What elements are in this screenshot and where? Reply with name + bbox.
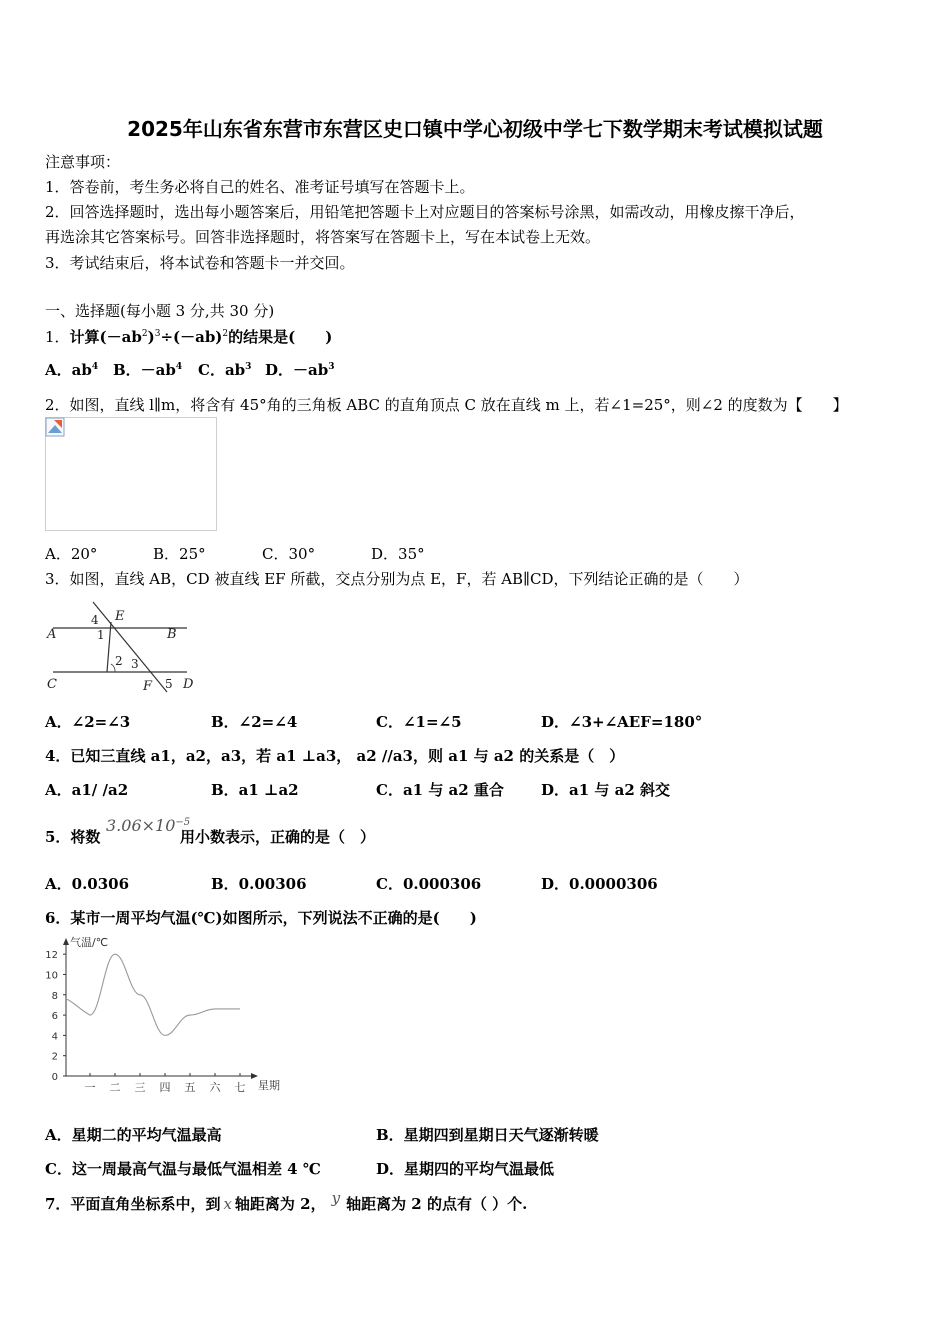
- question-6: 6．某市一周平均气温(℃)如图所示，下列说法不正确的是( ): [45, 909, 477, 927]
- q6-option-b: B．星期四到星期日天气逐渐转暖: [376, 1126, 599, 1144]
- chart-xlabel: 星期: [258, 1079, 280, 1092]
- q2-option-d: D．35°: [371, 545, 425, 563]
- q5-option-d: D．0.0000306: [541, 875, 658, 893]
- notice-item: 2．回答选择题时，选出每小题答案后，用铅笔把答题卡上对应题目的答案标号涂黑，如需改动，用橡皮擦干净后，: [45, 203, 805, 221]
- question-4: 4．已知三直线 a1，a2，a3，若 a1 ⊥a3， a2 //a3，则 a1 与 a2 的关系是（ ）: [45, 747, 625, 765]
- q6-option-c: C．这一周最高气温与最低气温相差 4 ℃: [45, 1160, 321, 1178]
- label-d: D: [183, 677, 194, 692]
- q4-option-a: A．a1/ /a2: [45, 781, 129, 799]
- x-tick-label: 六: [209, 1081, 221, 1094]
- x-tick-label: 七: [234, 1081, 246, 1094]
- q5-option-a: A．0.0306: [45, 875, 130, 893]
- q5-math: $3.06\times 10^{-5}$: [106, 816, 191, 835]
- q3-option-c: C．∠1=∠5: [376, 713, 462, 731]
- q3-option-d: D．∠3+∠AEF=180°: [541, 713, 703, 731]
- q4-option-d: D．a1 与 a2 斜交: [541, 781, 670, 799]
- temperature-line-chart: [40, 932, 300, 1097]
- y-tick-label: 10: [45, 970, 58, 982]
- y-tick-label: 12: [45, 950, 58, 962]
- notice-heading: 注意事项：: [45, 153, 121, 171]
- x-tick-label: 三: [134, 1081, 146, 1094]
- label-e: E: [115, 609, 125, 624]
- temperature-series-line: [66, 954, 240, 1035]
- y-tick-label: 6: [51, 1011, 58, 1023]
- y-tick-label: 0: [51, 1072, 58, 1083]
- q1-option-c: C．$ab^3$: [198, 361, 252, 379]
- x-axis-arrow: [251, 1073, 258, 1079]
- angle-1: 1: [97, 628, 105, 642]
- q4-option-b: B．a1 ⊥a2: [211, 781, 299, 799]
- broken-image-icon: [45, 417, 67, 439]
- angle-5: 5: [165, 677, 173, 691]
- page-title: 2025年山东省东营市东营区史口镇中学心初级中学七下数学期末考试模拟试题: [127, 117, 823, 141]
- q2-option-a: A．20°: [45, 545, 98, 563]
- label-b: B: [167, 627, 177, 642]
- q5-option-b: B．0.00306: [211, 875, 307, 893]
- question-5-pre: 5．将数: [45, 828, 101, 846]
- q3-parallel-lines-figure: [45, 600, 195, 695]
- notice-item: 1．答卷前，考生务必将自己的姓名、准考证号填写在答题卡上。: [45, 178, 475, 196]
- question-1: 1．计算$(-ab^2)^3\div(-ab)^2$的结果是( ): [45, 328, 333, 346]
- x-tick-label: 二: [109, 1081, 121, 1094]
- angle-3: 3: [131, 657, 139, 671]
- q1-option-b: B．$-ab^4$: [113, 361, 183, 379]
- q1-option-d: D．$-ab^3$: [265, 361, 335, 379]
- chart-ylabel: 气温/℃: [70, 936, 109, 949]
- notice-item: 再选涂其它答案标号。回答非选择题时，将答案写在答题卡上，写在本试卷上无效。: [45, 228, 601, 246]
- y-tick-label: 4: [51, 1031, 58, 1043]
- q3-option-b: B．∠2=∠4: [211, 713, 298, 731]
- label-a: A: [47, 627, 57, 642]
- x-tick-label: 五: [184, 1081, 196, 1094]
- q3-option-a: A．∠2=∠3: [45, 713, 131, 731]
- question-2: 2．如图，直线 l∥m，将含有 45°角的三角板 ABC 的直角顶点 C 放在直线 m 上，若∠1=25°，则∠2 的度数为【 】: [45, 396, 848, 414]
- question-3: 3．如图，直线 AB，CD 被直线 EF 所截，交点分别为点 E，F，若 AB∥CD，下列结论正确的是（ ）: [45, 570, 749, 588]
- label-c: C: [47, 677, 57, 692]
- y-tick-label: 8: [51, 990, 58, 1002]
- label-f: F: [143, 679, 153, 694]
- y-axis-arrow: [63, 938, 69, 945]
- question-7: 7．平面直角坐标系中，到 x 轴距离为 2， y 轴距离为 2 的点有（ ）个.: [45, 1189, 528, 1213]
- question-5-post: 用小数表示，正确的是（ ）: [180, 828, 376, 846]
- x-tick-label: 四: [159, 1081, 171, 1094]
- section-heading: 一、选择题(每小题 3 分,共 30 分): [45, 302, 275, 320]
- angle-2: 2: [115, 654, 123, 668]
- y-tick-label: 2: [51, 1051, 58, 1063]
- x-tick-label: 一: [84, 1081, 96, 1094]
- q6-option-d: D．星期四的平均气温最低: [376, 1160, 555, 1178]
- angle-4: 4: [91, 613, 99, 627]
- q2-figure-placeholder: [45, 417, 217, 531]
- q2-option-b: B．25°: [153, 545, 206, 563]
- q2-option-c: C．30°: [262, 545, 316, 563]
- q1-option-a: A．$ab^4$: [45, 361, 99, 379]
- q4-option-c: C．a1 与 a2 重合: [376, 781, 504, 799]
- q6-option-a: A．星期二的平均气温最高: [45, 1126, 222, 1144]
- q5-option-c: C．0.000306: [376, 875, 482, 893]
- notice-item: 3．考试结束后，将本试卷和答题卡一并交回。: [45, 254, 355, 272]
